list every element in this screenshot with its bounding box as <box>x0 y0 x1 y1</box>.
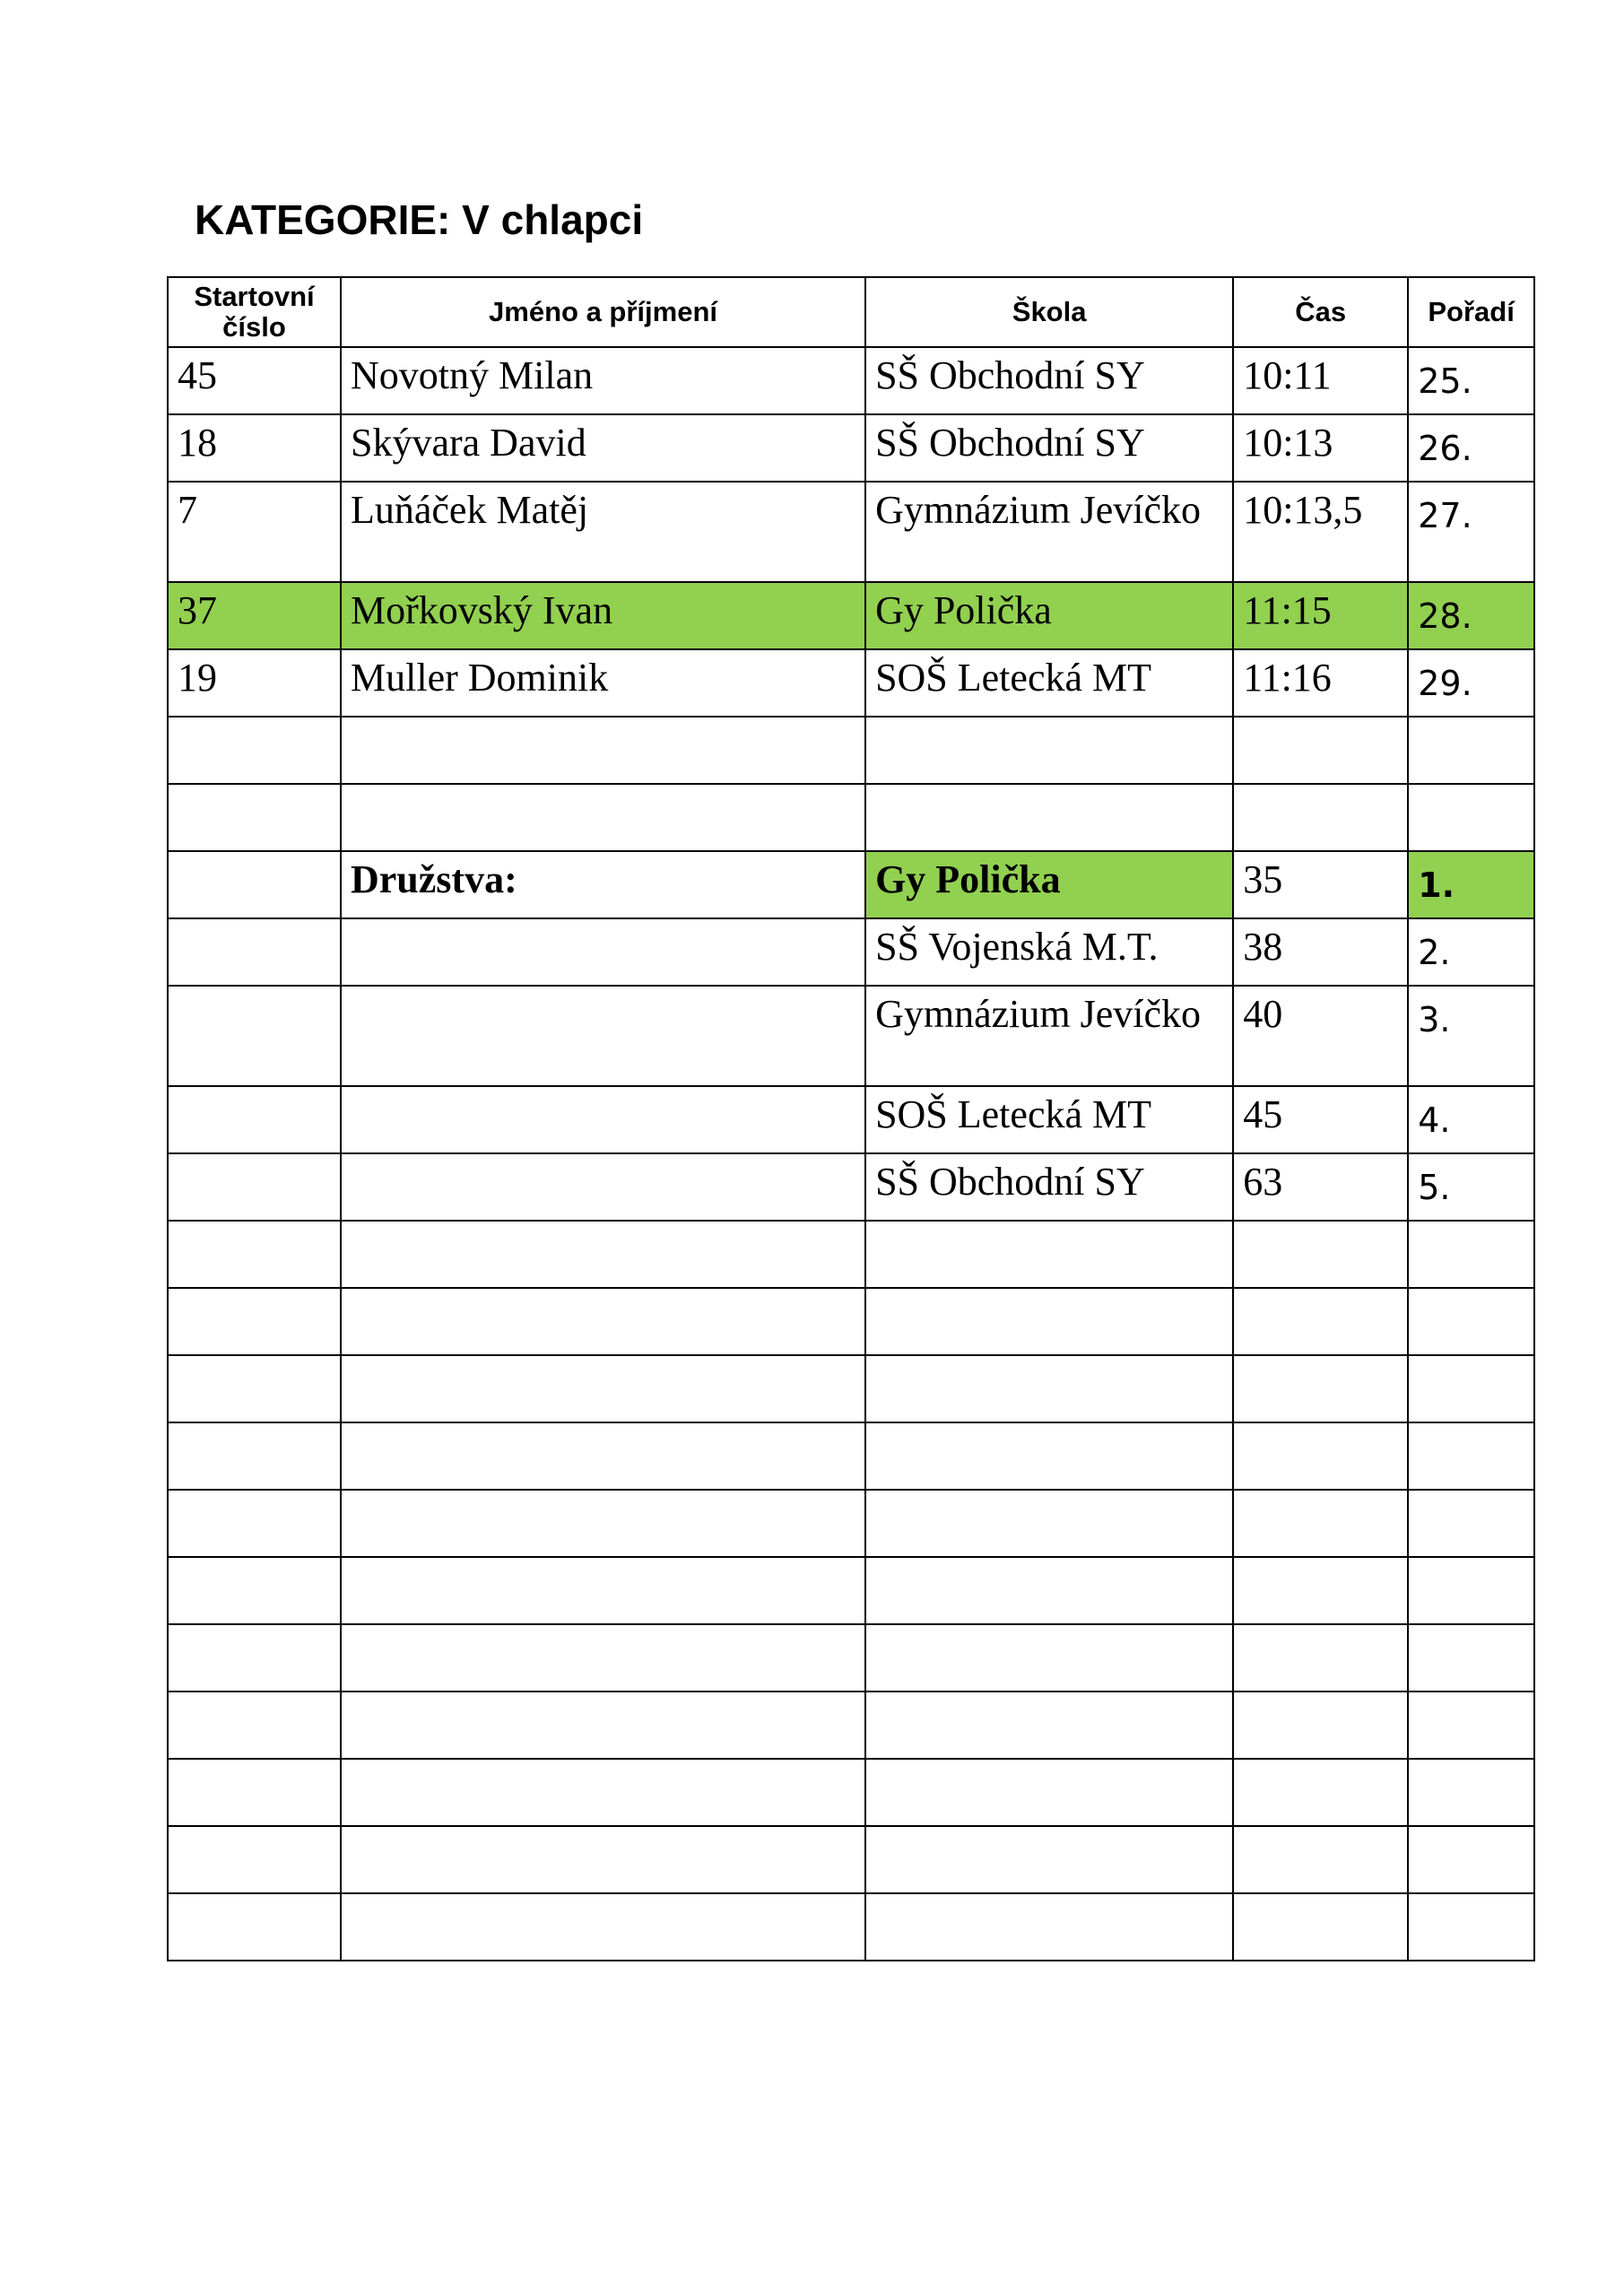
empty-cell <box>168 851 341 918</box>
empty-cell <box>1233 1557 1408 1624</box>
teams-label: Družstva: <box>341 851 865 918</box>
cell-rank: 27. <box>1408 482 1534 582</box>
empty-row <box>168 1893 1534 1961</box>
empty-cell <box>1408 1826 1534 1893</box>
cell-start: 37 <box>168 582 341 649</box>
empty-row <box>168 1355 1534 1422</box>
empty-cell <box>341 1288 865 1355</box>
cell-time: 10:11 <box>1233 347 1408 414</box>
empty-cell <box>168 1759 341 1826</box>
empty-cell <box>1408 1557 1534 1624</box>
empty-row <box>168 1692 1534 1759</box>
team-rank: 5. <box>1408 1153 1534 1221</box>
empty-cell <box>168 1153 341 1221</box>
team-row <box>168 851 1534 918</box>
empty-row <box>168 1624 1534 1692</box>
empty-cell <box>168 1826 341 1893</box>
team-school: SŠ Obchodní SY <box>865 1153 1233 1221</box>
empty-cell <box>1233 1490 1408 1557</box>
header-name: Jméno a příjmení <box>341 277 865 347</box>
empty-cell <box>1408 717 1534 784</box>
empty-row <box>168 1557 1534 1624</box>
team-row <box>168 1086 1534 1153</box>
empty-cell <box>168 784 341 851</box>
cell-school: SOŠ Letecká MT <box>865 649 1233 717</box>
empty-cell <box>1408 1490 1534 1557</box>
empty-cell <box>1233 1355 1408 1422</box>
team-rank-highlighted: 1. <box>1408 851 1534 918</box>
empty-cell <box>168 986 341 1086</box>
empty-cell <box>341 1490 865 1557</box>
cell-rank: 25. <box>1408 347 1534 414</box>
empty-cell <box>168 1893 341 1961</box>
cell-name: Mořkovský Ivan <box>341 582 865 649</box>
empty-cell <box>865 1557 1233 1624</box>
cell-time: 10:13 <box>1233 414 1408 482</box>
empty-cell <box>865 1221 1233 1288</box>
empty-cell <box>865 1826 1233 1893</box>
empty-cell <box>168 1086 341 1153</box>
empty-cell <box>1233 784 1408 851</box>
empty-cell <box>341 1355 865 1422</box>
empty-cell <box>1233 717 1408 784</box>
empty-cell <box>1233 1893 1408 1961</box>
results-table <box>167 276 1535 1961</box>
empty-cell <box>865 784 1233 851</box>
empty-cell <box>168 1221 341 1288</box>
cell-rank: 26. <box>1408 414 1534 482</box>
cell-rank: 28. <box>1408 582 1534 649</box>
empty-cell <box>1233 1624 1408 1692</box>
empty-cell <box>341 986 865 1086</box>
cell-start: 45 <box>168 347 341 414</box>
empty-row <box>168 1288 1534 1355</box>
empty-cell <box>1233 1422 1408 1490</box>
team-school-highlighted: Gy Polička <box>865 851 1233 918</box>
team-row <box>168 1153 1534 1221</box>
cell-rank: 29. <box>1408 649 1534 717</box>
cell-school: SŠ Obchodní SY <box>865 347 1233 414</box>
table-row <box>168 482 1534 582</box>
empty-cell <box>1233 1826 1408 1893</box>
empty-cell <box>1408 1422 1534 1490</box>
empty-cell <box>168 1422 341 1490</box>
team-school: Gymnázium Jevíčko <box>865 986 1233 1086</box>
empty-cell <box>865 1490 1233 1557</box>
empty-cell <box>1408 1893 1534 1961</box>
empty-cell <box>1408 1288 1534 1355</box>
empty-cell <box>168 1490 341 1557</box>
team-row <box>168 918 1534 986</box>
team-score: 63 <box>1233 1153 1408 1221</box>
empty-cell <box>1408 1692 1534 1759</box>
cell-time: 11:16 <box>1233 649 1408 717</box>
empty-row <box>168 1221 1534 1288</box>
team-rank: 3. <box>1408 986 1534 1086</box>
empty-row <box>168 1759 1534 1826</box>
empty-cell <box>1233 1692 1408 1759</box>
header-time: Čas <box>1233 277 1408 347</box>
empty-cell <box>1233 1288 1408 1355</box>
empty-cell <box>341 1153 865 1221</box>
cell-name: Novotný Milan <box>341 347 865 414</box>
empty-cell <box>865 717 1233 784</box>
cell-name: Luňáček Matěj <box>341 482 865 582</box>
empty-cell <box>168 1355 341 1422</box>
empty-cell <box>1408 1759 1534 1826</box>
empty-cell <box>168 717 341 784</box>
empty-cell <box>1233 1221 1408 1288</box>
empty-row <box>168 1422 1534 1490</box>
cell-school: Gy Polička <box>865 582 1233 649</box>
empty-cell <box>1233 1759 1408 1826</box>
empty-cell <box>341 1221 865 1288</box>
header-start-number: Startovní číslo <box>168 277 341 347</box>
table-row <box>168 347 1534 414</box>
cell-time: 10:13,5 <box>1233 482 1408 582</box>
cell-name: Skývara David <box>341 414 865 482</box>
empty-cell <box>865 1288 1233 1355</box>
empty-cell <box>865 1692 1233 1759</box>
team-rank: 2. <box>1408 918 1534 986</box>
empty-cell <box>168 1624 341 1692</box>
empty-row <box>168 717 1534 784</box>
empty-cell <box>865 1422 1233 1490</box>
header-rank: Pořadí <box>1408 277 1534 347</box>
empty-cell <box>341 1893 865 1961</box>
team-rank: 4. <box>1408 1086 1534 1153</box>
cell-start: 19 <box>168 649 341 717</box>
cell-time: 11:15 <box>1233 582 1408 649</box>
empty-cell <box>341 1826 865 1893</box>
empty-cell <box>168 1288 341 1355</box>
cell-start: 7 <box>168 482 341 582</box>
empty-cell <box>341 1692 865 1759</box>
empty-cell <box>865 1355 1233 1422</box>
empty-cell <box>341 784 865 851</box>
empty-cell <box>341 717 865 784</box>
empty-cell <box>168 1692 341 1759</box>
empty-row <box>168 784 1534 851</box>
empty-cell <box>865 1624 1233 1692</box>
team-score: 35 <box>1233 851 1408 918</box>
team-row <box>168 986 1534 1086</box>
empty-row <box>168 1826 1534 1893</box>
table-row <box>168 649 1534 717</box>
page-title: KATEGORIE: V chlapci <box>195 196 644 243</box>
empty-cell <box>1408 1355 1534 1422</box>
cell-start: 18 <box>168 414 341 482</box>
empty-cell <box>1408 1624 1534 1692</box>
cell-school: Gymnázium Jevíčko <box>865 482 1233 582</box>
empty-cell <box>341 1759 865 1826</box>
empty-cell <box>341 1624 865 1692</box>
table-header-row <box>168 277 1534 347</box>
empty-cell <box>341 918 865 986</box>
team-score: 38 <box>1233 918 1408 986</box>
empty-cell <box>341 1557 865 1624</box>
empty-cell <box>1408 1221 1534 1288</box>
empty-cell <box>168 1557 341 1624</box>
empty-cell <box>865 1893 1233 1961</box>
table-row <box>168 414 1534 482</box>
cell-name: Muller Dominik <box>341 649 865 717</box>
team-school: SOŠ Letecká MT <box>865 1086 1233 1153</box>
empty-cell <box>341 1422 865 1490</box>
team-school: SŠ Vojenská M.T. <box>865 918 1233 986</box>
team-score: 40 <box>1233 986 1408 1086</box>
header-school: Škola <box>865 277 1233 347</box>
team-score: 45 <box>1233 1086 1408 1153</box>
table-row-highlighted <box>168 582 1534 649</box>
empty-cell <box>865 1759 1233 1826</box>
empty-row <box>168 1490 1534 1557</box>
cell-school: SŠ Obchodní SY <box>865 414 1233 482</box>
empty-cell <box>341 1086 865 1153</box>
empty-cell <box>168 918 341 986</box>
empty-cell <box>1408 784 1534 851</box>
